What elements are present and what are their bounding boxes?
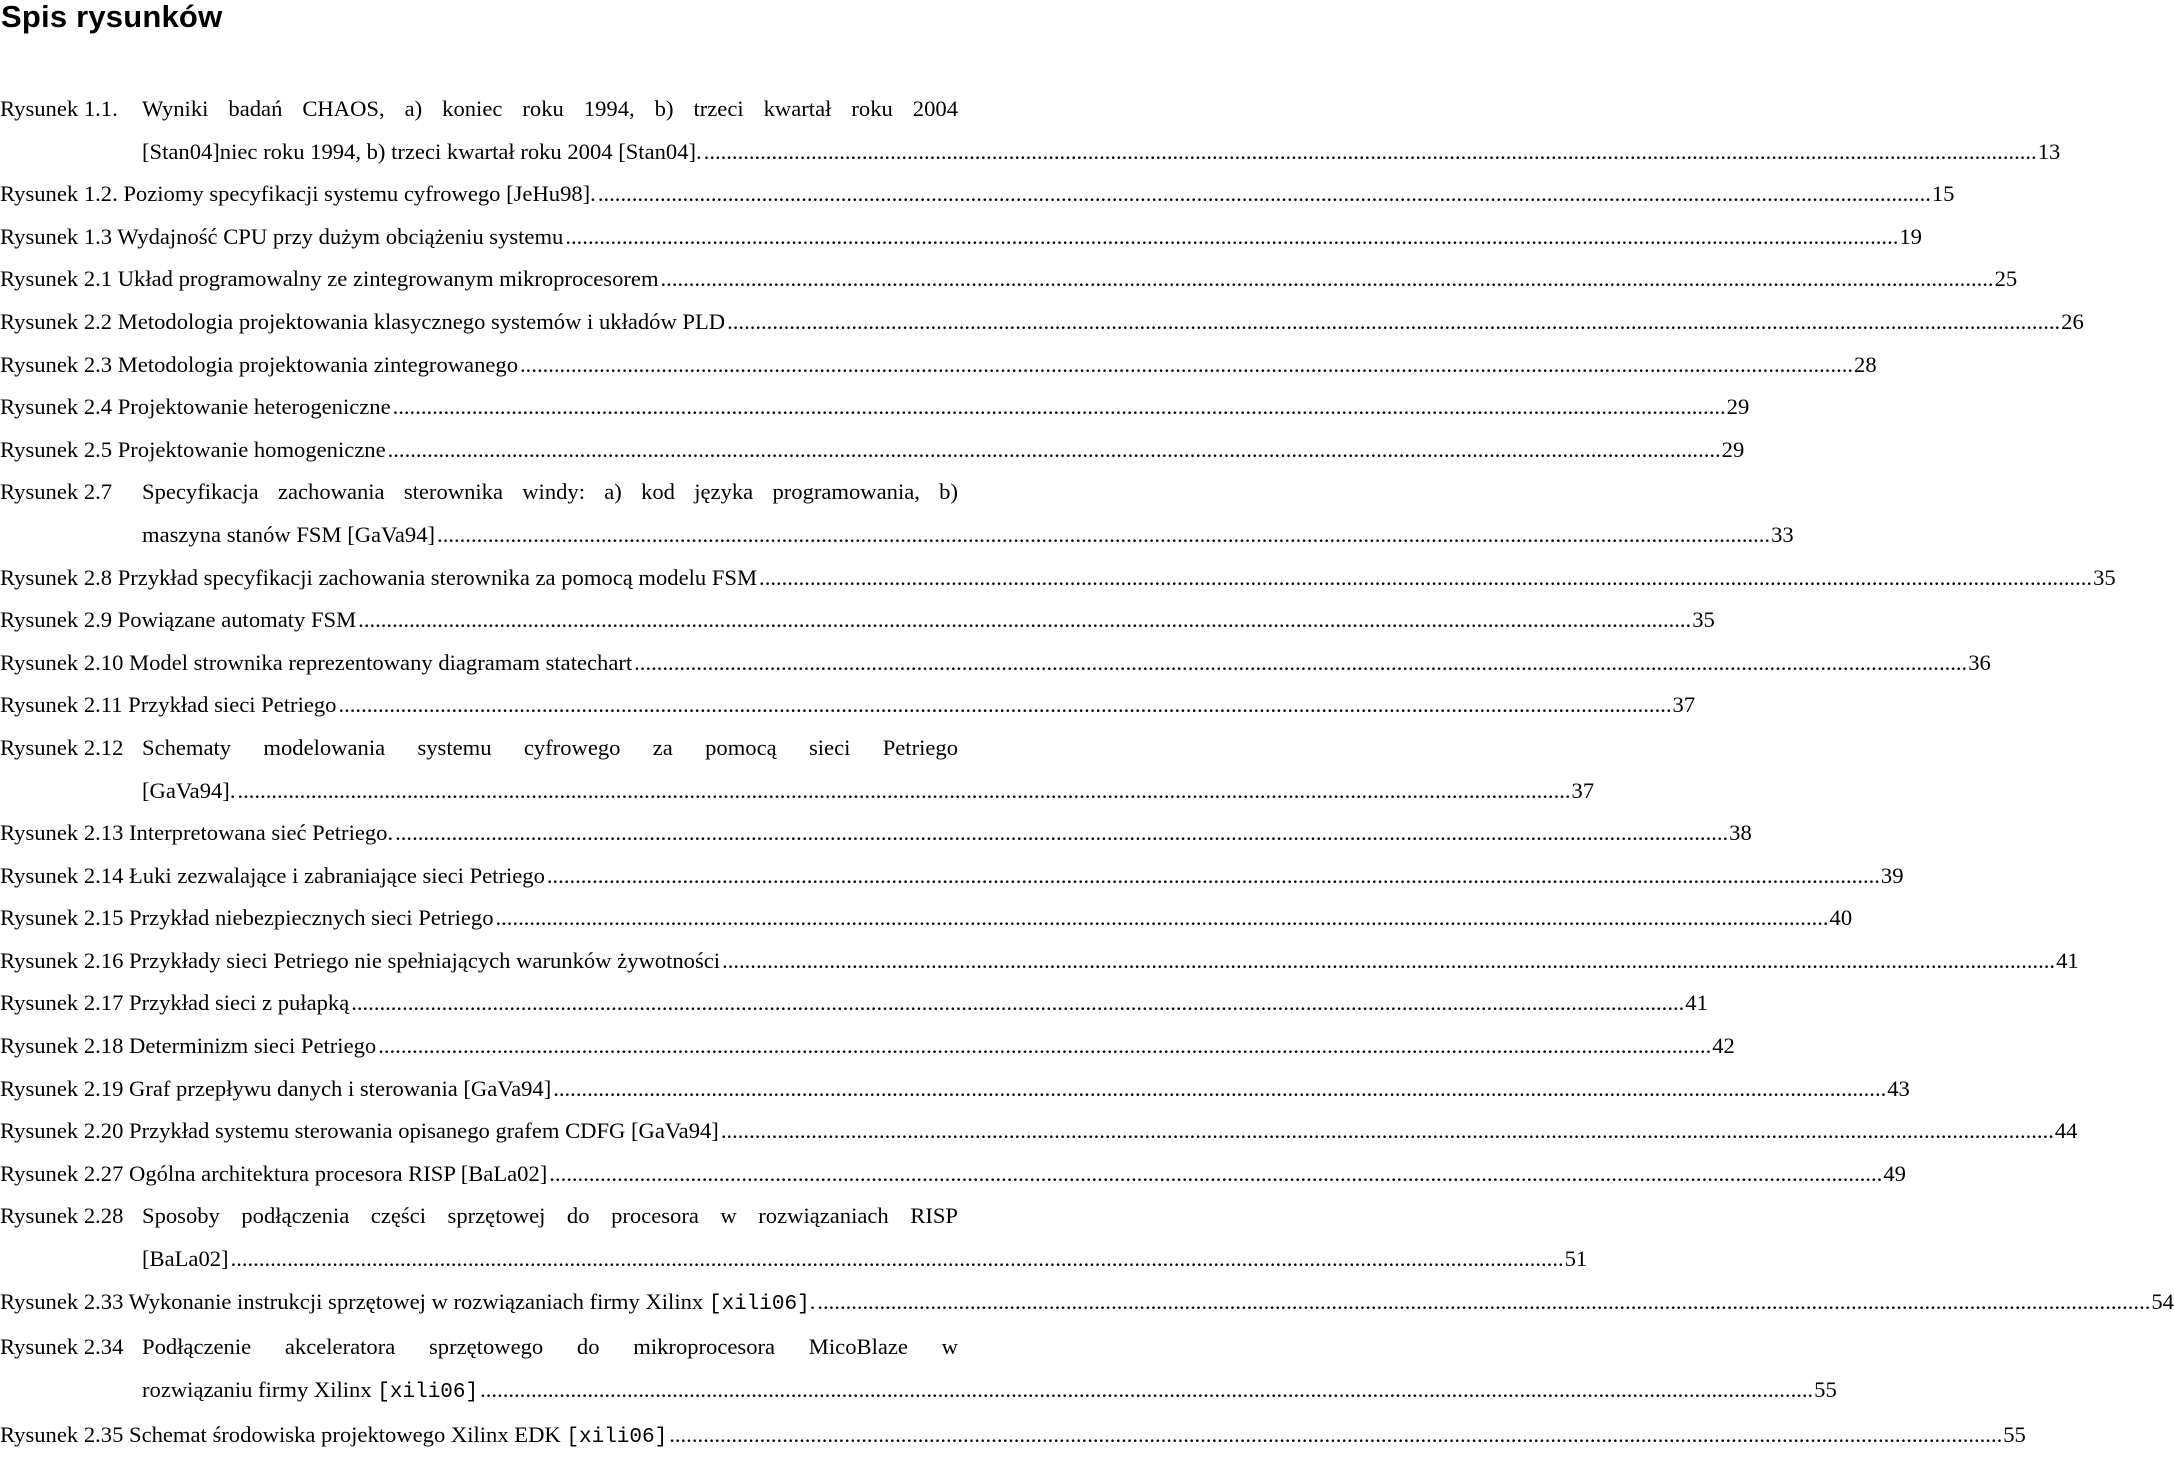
figure-entry[interactable] [0,1153,1906,1196]
figure-caption [0,1153,547,1196]
figure-caption [0,897,494,940]
figure-caption [0,258,659,301]
figure-caption-text: Rysunek 2.18 Determinizm sieci Petriego [0,1033,377,1059]
figure-number: Rysunek 1.1. [0,96,118,121]
figure-caption [0,642,632,685]
figure-caption [0,684,336,727]
figure-caption-text: Rysunek 2.4 Projektowanie heterogeniczne [0,394,391,420]
page-number: 35 [2093,564,2116,590]
figure-entry[interactable] [0,1326,1837,1414]
figure-caption-text: Rysunek 2.19 Graf przepływu danych i sterowania [GaVa94] [0,1075,552,1101]
citation-key: [xili06] [377,1380,479,1404]
dot-leader [661,258,1994,301]
figure-caption [0,1025,376,1068]
figure-caption [0,1281,815,1327]
figure-caption [0,216,563,259]
page-number: 28 [1854,351,1877,377]
figure-entry[interactable] [0,1068,1910,1111]
figure-caption-line: Wyniki badań CHAOS, a) koniec roku 1994, b) trzeci kwartał roku 2004 [142,96,958,121]
figure-caption-text: Rysunek 2.3 Metodologia projektowania zintegrowanego [0,351,519,377]
figure-caption-text: [Stan04]niec roku 1994, b) trzeci kwartał roku 2004 [Stan04]. [142,138,702,164]
figure-caption [0,173,596,216]
page-number: 26 [2061,308,2084,334]
dot-leader [480,1369,1813,1412]
figure-entry[interactable] [0,1414,2026,1460]
dot-leader [669,1414,2002,1457]
dot-leader [351,982,1684,1025]
figure-entry[interactable] [0,1195,1588,1280]
figure-entry[interactable] [0,812,1752,855]
figure-caption-line: Schematy modelowania systemu cyfrowego za pomocą sieci Petriego [142,734,958,760]
figure-entry[interactable] [0,471,1794,556]
dot-leader [722,940,2055,983]
page-number: 29 [1721,436,1745,462]
figure-caption-text: Rysunek 1.2. Poziomy specyfikacji systemu cyfrowego [JeHu98]. [0,181,596,207]
figure-entry[interactable] [0,1110,2078,1153]
figure-caption-text: Rysunek 2.2 Metodologia projektowania klasycznego systemów i układów PLD [0,308,726,334]
figure-entry[interactable] [0,642,1991,685]
figure-caption-text: Rysunek 2.8 Przykład specyfikacji zachowania sterownika za pomocą modelu FSM [0,564,758,590]
dot-leader [704,131,2037,174]
page-number: 49 [1883,1160,1906,1186]
page-number: 29 [1726,394,1750,420]
figure-caption [0,1068,551,1111]
figure-caption-text: Rysunek 2.17 Przykład sieci z pułapką [0,990,350,1016]
dot-leader [395,812,1728,855]
figure-entry[interactable] [0,386,1750,429]
figure-caption [0,599,356,642]
page-number: 15 [1931,181,1955,207]
page-number: 19 [1899,223,1922,249]
figure-caption [0,344,518,387]
page-number: 43 [1887,1075,1910,1101]
figure-caption [142,1369,478,1415]
figure-caption-text: maszyna stanów FSM [GaVa94] [142,521,436,547]
figure-entry[interactable] [0,982,1708,1025]
page-number: 39 [1880,862,1904,888]
page-number: 41 [1685,990,1708,1016]
figure-caption-line: Podłączenie akceleratora sprzętowego do mikroprocesora MicoBlaze w [142,1334,958,1360]
page-number: 42 [1712,1033,1735,1059]
figure-entry[interactable] [0,429,1745,472]
page-number: 35 [1692,607,1715,633]
figure-caption [0,429,386,472]
dot-leader [393,386,1726,429]
figure-caption-text: Rysunek 2.16 Przykłady sieci Petriego nie spełniających warunków żywotności [0,947,721,973]
page-number: 37 [1672,692,1696,718]
figure-caption-text: Rysunek 2.9 Powiązane automaty FSM [0,607,357,633]
figure-caption-line: Specyfikacja zachowania sterownika windy: a) kod języka programowania, b) [142,479,958,505]
figure-caption [0,1110,719,1153]
figure-caption [0,982,349,1025]
dot-leader [231,1238,1564,1281]
figure-entry[interactable] [0,344,1877,387]
figure-caption [0,940,720,983]
page-number: 36 [1968,649,1991,675]
figure-caption-text: Rysunek 2.33 Wykonanie instrukcji sprzętowej w rozwiązaniach firmy Xilinx [0,1288,704,1314]
figure-caption [0,1414,667,1460]
figure-caption [0,386,391,429]
dot-leader [358,599,1691,642]
citation-key: [xili06] [708,1292,810,1316]
figure-entry[interactable] [0,173,1955,216]
figure-entry[interactable] [0,684,1696,727]
figure-caption [142,131,702,174]
figure-caption [142,514,435,557]
figure-entry[interactable] [0,940,2079,983]
dot-leader [547,855,1880,898]
figure-caption-line: Sposoby podłączenia części sprzętowej do procesora w rozwiązaniach RISP [142,1203,958,1229]
figure-caption [0,557,757,600]
figure-caption [142,770,235,813]
dot-leader [237,770,1570,813]
page-number: 37 [1571,777,1595,803]
page-number: 51 [1564,1246,1588,1272]
figure-caption-text: Rysunek 2.14 Łuki zezwalające i zabraniające sieci Petriego [0,862,545,888]
figure-caption-text: Rysunek 2.1 Układ programowalny ze zintegrowanym mikroprocesorem [0,266,659,292]
figure-caption-text: Rysunek 2.27 Ogólna architektura procesora RISP [BaLa02] [0,1160,548,1186]
dot-leader [378,1025,1711,1068]
figure-caption [0,812,393,855]
page-number: 54 [2151,1288,2174,1314]
dot-leader [520,344,1853,387]
figure-entry[interactable] [0,301,2084,344]
page-number: 55 [2003,1422,2026,1448]
figure-caption [142,1238,229,1281]
figure-caption-text: Rysunek 2.11 Przykład sieci Petriego [0,692,337,718]
dot-leader [721,1110,2054,1153]
figure-entry[interactable] [0,1281,2174,1327]
figure-list [0,88,2174,1460]
dot-leader [437,514,1770,557]
dot-leader [634,642,1967,685]
figure-caption-text: Rysunek 1.3 Wydajność CPU przy dużym obciążeniu systemu [0,223,564,249]
figure-caption-text: Rysunek 2.20 Przykład systemu sterowania opisanego grafem CDFG [GaVa94] [0,1118,719,1144]
dot-leader [553,1068,1886,1111]
dot-leader [338,684,1671,727]
figure-caption-text: rozwiązaniu firmy Xilinx [142,1376,372,1402]
page-number: 40 [1829,905,1853,931]
page-number: 33 [1771,521,1794,547]
page-number: 44 [2054,1118,2078,1144]
dot-leader [565,216,1898,259]
figure-entry[interactable] [0,897,1853,940]
figure-entry[interactable] [0,258,2018,301]
figure-number: Rysunek 2.28 [0,1203,124,1229]
figure-entry[interactable] [0,727,1595,812]
page-number: 13 [2037,138,2061,164]
dot-leader [496,897,1829,940]
figure-entry[interactable] [0,88,2061,173]
figure-caption [0,855,545,898]
figure-entry[interactable] [0,599,1715,642]
figure-caption-text: Rysunek 2.10 Model strownika reprezentowany diagramam statechart [0,649,633,675]
figure-number: Rysunek 2.7 [0,479,113,505]
page-title: Spis rysunków [1,0,223,34]
dot-leader [817,1281,2150,1324]
figure-caption-text: Rysunek 2.5 Projektowanie homogeniczne [0,436,386,462]
figure-entry[interactable] [0,1025,1735,1068]
figure-caption-text: Rysunek 2.15 Przykład niebezpiecznych sieci Petriego [0,905,494,931]
figure-caption-text: Rysunek 2.35 Schemat środowiska projektowego Xilinx EDK [0,1422,561,1448]
figure-entry[interactable] [0,557,2116,600]
figure-caption-text: [GaVa94]. [142,777,236,803]
page-number: 25 [1994,266,2018,292]
citation-key: [xili06] [566,1426,668,1450]
figure-caption-text: [BaLa02] [142,1246,229,1272]
page-number: 38 [1729,820,1752,846]
dot-leader [598,173,1931,216]
page-number: 55 [1814,1376,1837,1402]
figure-number: Rysunek 2.34 [0,1334,124,1360]
figure-caption [0,301,725,344]
figure-number: Rysunek 2.12 [0,734,124,760]
caption-tail: . [809,1288,816,1314]
figure-entry[interactable] [0,855,1904,898]
dot-leader [727,301,2060,344]
figure-entry[interactable] [0,216,1922,259]
dot-leader [388,429,1721,472]
page-number: 41 [2056,947,2079,973]
figure-caption-text: Rysunek 2.13 Interpretowana sieć Petriego. [0,820,394,846]
dot-leader [549,1153,1882,1196]
dot-leader [759,557,2092,600]
